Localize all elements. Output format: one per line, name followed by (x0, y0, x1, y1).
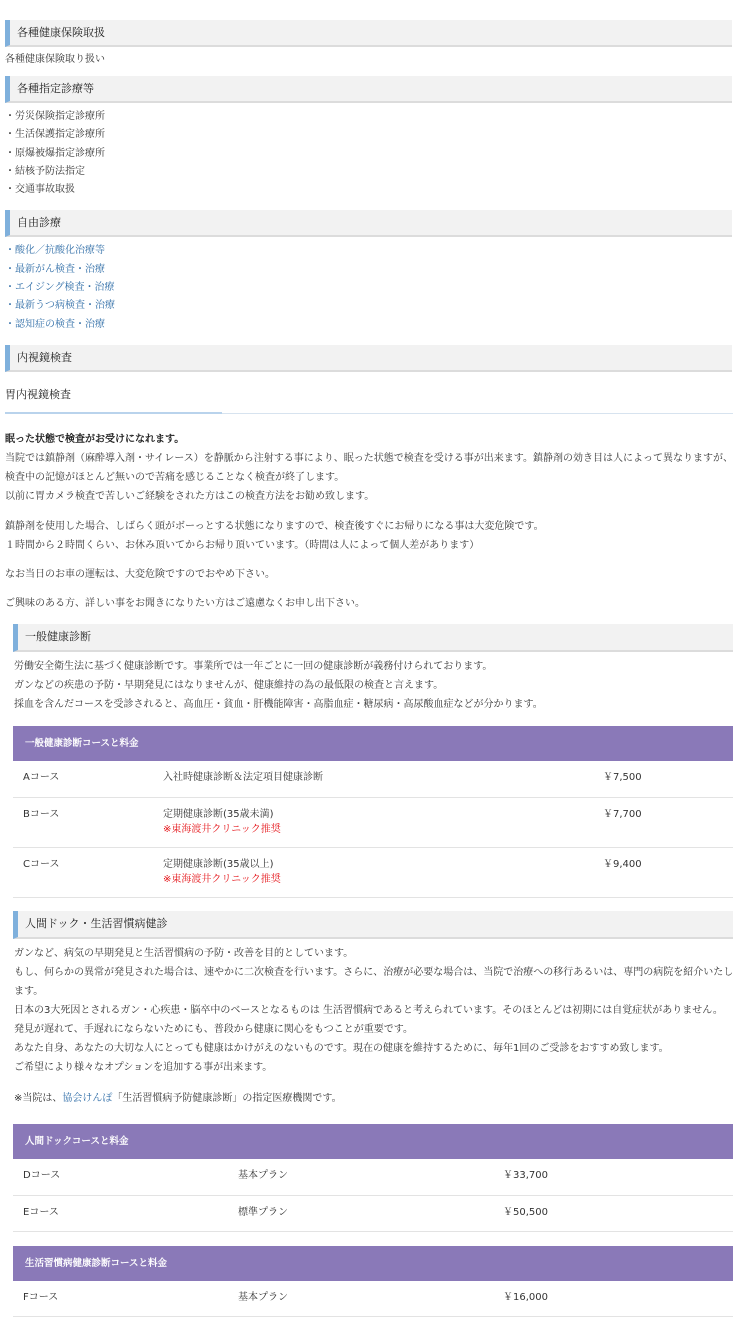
table-row (13, 1281, 733, 1317)
free-care-link[interactable]: ・最新うつ病検査・治療 (5, 300, 115, 312)
course-desc-text: 入社時健康診断＆法定項目健康診断 (163, 771, 323, 783)
gastroscopy-title-text: 胃内視鏡検査 (5, 387, 71, 401)
endoscopy-paragraph: 以前に胃カメラ検査で苦しいご経験をされた方はこの検査方法をお勧め致します。 (5, 490, 375, 502)
course-desc-text: 定期健康診断(35歳以上) (163, 859, 274, 871)
course-description (153, 848, 593, 898)
free-care-link[interactable]: ・エイジング検査・治療 (5, 282, 115, 294)
title-underline-accent (5, 412, 222, 414)
table-row (13, 761, 733, 798)
list-item: ・生活保護指定診療所 (5, 129, 105, 141)
table-row (13, 1195, 733, 1231)
dock-price-table (13, 1124, 733, 1232)
table-header: 一般健康診断コースと料金 (13, 726, 733, 761)
dock-text: もし、何らかの異常が発見された場合は、速やかに二次検査を行います。さらに、治療が必要な場合は、当院で治療への移行あるいは、専門の病院を紹介いたします。 (14, 967, 734, 998)
section-heading-general-checkup: 一般健康診断 (13, 624, 733, 652)
section-heading-insurance: 各種健康保険取扱 (5, 20, 732, 47)
kyokai-kenpo-link[interactable]: 協会けんぽ (62, 1093, 113, 1105)
designated-list (5, 108, 750, 199)
section-heading-designated: 各種指定診療等 (5, 76, 732, 103)
list-item: ・労災保険指定診療所 (5, 111, 105, 122)
course-name: Eコース (13, 1195, 228, 1231)
course-plan: 基本プラン (228, 1159, 493, 1195)
list-item: ・原爆被爆指定診療所 (5, 147, 105, 159)
course-price: ￥7,700 (593, 798, 733, 848)
note-suffix: 「生活習慣病予防健康診断」の指定医療機関です。 (112, 1093, 342, 1105)
free-care-link[interactable]: ・認知症の検査・治療 (5, 318, 105, 330)
gastroscopy-title (5, 378, 733, 414)
table-header: 人間ドックコースと料金 (13, 1124, 733, 1159)
dock-text: 発見が遅れて、手遅れにならないためにも、普段から健康に関心をもつことが重要です。 (14, 1024, 413, 1036)
table-row (13, 798, 733, 848)
course-desc-text: 定期健康診断(35歳未満) (163, 809, 274, 821)
general-text: 労働安全衛生法に基づく健康診断です。事業所では一年ごとに一回の健康診断が義務付けられております。 (14, 660, 493, 672)
course-name: Dコース (13, 1159, 228, 1195)
course-plan: 標準プラン (228, 1195, 493, 1231)
endoscopy-paragraph: ご興味のある方、詳しい事をお聞きになりたい方はご遠慮なくお申し出下さい。 (5, 597, 365, 609)
designated-institution-note (14, 1089, 736, 1108)
course-price: ￥33,700 (493, 1159, 733, 1195)
list-item: ・交通事故取扱 (5, 184, 75, 196)
lifestyle-price-table (13, 1246, 733, 1318)
section-heading-free-care: 自由診療 (5, 210, 732, 237)
endoscopy-paragraph: 鎮静剤を使用した場合、しばらく頭がボーっとする状態になりますので、検査後すぐにお帰りになる事は大変危険です。 (5, 520, 544, 532)
dock-text: 日本の3大死因とされるガン・心疾患・脳卒中のベースとなるものは 生活習慣病であると考えられています。そのほとんどは初期には自覚症状がありません。 (14, 1005, 723, 1017)
list-item: ・結核予防法指定 (5, 165, 85, 177)
course-name: Fコース (13, 1281, 228, 1317)
section-heading-human-dock: 人間ドック・生活習慣病健診 (13, 911, 733, 939)
course-name: Cコース (13, 848, 153, 898)
endoscopy-lead: 眠った状態で検査がお受けになれます。 (5, 433, 185, 445)
general-text: ガンなどの疾患の予防・早期発見にはなりませんが、健康維持の為の最低限の検査と言えます。 (14, 679, 444, 691)
recommended-note: ※東海渡井クリニック推奨 (163, 824, 281, 836)
note-prefix: ※当院は、 (14, 1093, 63, 1105)
section-heading-endoscopy: 内視鏡検査 (5, 345, 732, 372)
course-price: ￥16,000 (493, 1281, 733, 1317)
course-price: ￥7,500 (593, 761, 733, 798)
course-name: Aコース (13, 761, 153, 798)
endoscopy-paragraph: なお当日のお車の運転は、大変危険ですのでおやめ下さい。 (5, 568, 275, 580)
table-header: 生活習慣病健康診断コースと料金 (13, 1246, 733, 1281)
course-description (153, 798, 593, 848)
general-text: 採血を含んだコースを受診されると、高血圧・貧血・肝機能障害・高脂血症・糖尿病・高尿酸血症などが分かります。 (14, 698, 543, 710)
free-care-list (5, 242, 750, 333)
general-price-table (13, 726, 733, 899)
course-price: ￥50,500 (493, 1195, 733, 1231)
endoscopy-paragraph: １時間から２時間くらい、お休み頂いてからお帰り頂いています。（時間は人によって個人差があります） (5, 539, 480, 551)
free-care-link[interactable]: ・最新がん検査・治療 (5, 263, 105, 275)
course-description (153, 761, 593, 798)
free-care-link[interactable]: ・酸化／抗酸化治療等 (5, 245, 105, 257)
dock-text: ガンなど、病気の早期発見と生活習慣病の予防・改善を目的としています。 (14, 948, 354, 960)
course-plan: 基本プラン (228, 1281, 493, 1317)
endoscopy-paragraph: 当院では鎮静剤（麻酔導入剤・サイレース）を静脈から注射する事により、眠った状態で検査を受ける事が出来ます。鎮静剤の効き目は人によって異なりますが、検査中の記憶がほとんど無いので苦痛を感じることなく検査が終了します。 (5, 452, 733, 483)
course-name: Bコース (13, 798, 153, 848)
course-price: ￥9,400 (593, 848, 733, 898)
insurance-text: 各種健康保険取り扱い (5, 54, 105, 65)
dock-text: ご希望により様々なオプションを追加する事が出来ます。 (14, 1062, 273, 1074)
table-row (13, 848, 733, 898)
dock-text: あなた自身、あなたの大切な人にとっても健康はかけがえのないものです。現在の健康を維持するために、毎年1回のご受診をおすすめ致します。 (14, 1043, 669, 1055)
table-row (13, 1159, 733, 1195)
recommended-note: ※東海渡井クリニック推奨 (163, 874, 281, 886)
